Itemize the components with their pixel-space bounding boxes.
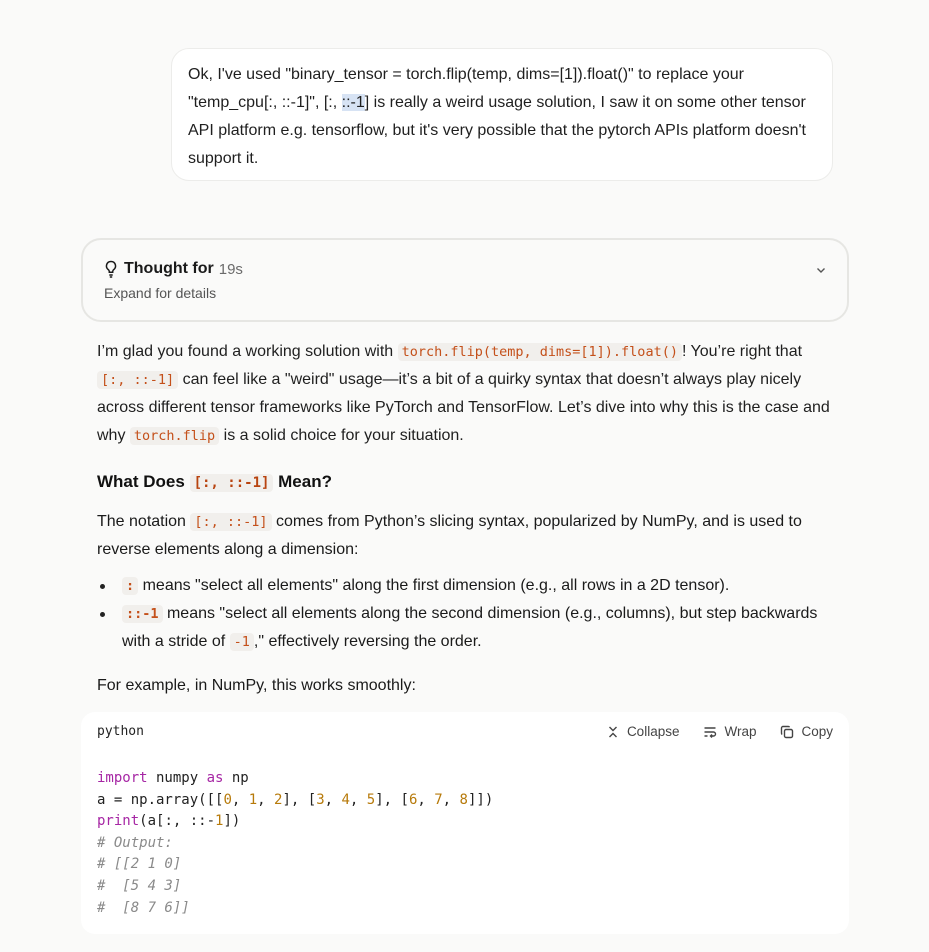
thought-duration: 19s xyxy=(218,260,243,278)
user-message-text: Ok, I've used "binary_tensor = torch.flip(temp, dims=[1]).float()" to replace your "temp_cpu[:, ::-1]", [:, ::-1] is really a weird usage solution, I saw it on some other tensor API platform e.g. tensorflow, but it's very possible that the pytorch APIs platform doesn't support it. xyxy=(188,66,806,167)
code-language-label: python xyxy=(97,724,144,739)
bullet-list xyxy=(97,572,833,656)
copy-icon xyxy=(780,725,794,739)
inline-code: [:, ::-1] xyxy=(190,474,274,492)
thought-label: Thought for xyxy=(124,260,214,277)
assistant-answer xyxy=(97,338,833,450)
code-block xyxy=(81,712,849,934)
answer-paragraph-2: The notation [:, ::-1] comes from Python’s slicing syntax, popularized by NumPy, and is used to reverse elements along a dimension: xyxy=(97,513,802,558)
section-heading: What Does [:, ::-1] Mean? xyxy=(97,472,332,491)
wrap-icon xyxy=(703,725,717,739)
code-toolbar xyxy=(606,724,833,739)
inline-code: ::-1 xyxy=(122,605,163,623)
collapse-icon xyxy=(606,725,620,739)
answer-paragraph-3: For example, in NumPy, this works smoothly: xyxy=(97,677,416,694)
wrap-button[interactable]: Wrap xyxy=(703,724,756,739)
inline-code: [:, ::-1] xyxy=(190,513,271,531)
inline-code: torch.flip xyxy=(130,427,219,445)
inline-code: -1 xyxy=(230,633,254,651)
code-content: import numpy as np a = np.array([[0, 1, 2], [3, 4, 5], [6, 7, 8]]) print(a[:, ::-1]) # Output: # [[2 1 0] # [5 4 3] # [8 7 6]] xyxy=(97,770,494,916)
lightbulb-icon xyxy=(104,260,118,278)
inline-code: torch.flip(temp, dims=[1]).float() xyxy=(398,343,682,361)
answer-paragraph-1: I’m glad you found a working solution with torch.flip(temp, dims=[1]).float() ! You’re right that [:, ::-1] can feel like a "weird" usage—it’s a bit of a quirky syntax that doesn’t always play nicely across different tensor frameworks like PyTorch and TensorFlow. Let’s dive into why this is the case and why torch.flip is a solid choice for your situation. xyxy=(97,343,830,444)
thought-panel[interactable] xyxy=(81,238,849,322)
copy-button[interactable]: Copy xyxy=(780,724,833,739)
list-item: : means "select all elements" along the first dimension (e.g., all rows in a 2D tensor). xyxy=(97,572,833,600)
chevron-down-icon[interactable] xyxy=(815,264,827,276)
inline-code: [:, ::-1] xyxy=(97,371,178,389)
collapse-button[interactable]: Collapse xyxy=(606,724,680,739)
user-message-bubble xyxy=(171,48,833,181)
list-item: ::-1 means "select all elements along the second dimension (e.g., columns), but step backwards with a stride of -1 ," effectively reversing the order. xyxy=(97,600,833,656)
inline-code: : xyxy=(122,577,138,595)
text-selection-highlight: ::-1 xyxy=(341,94,365,111)
thought-expand-hint: Expand for details xyxy=(104,285,217,301)
